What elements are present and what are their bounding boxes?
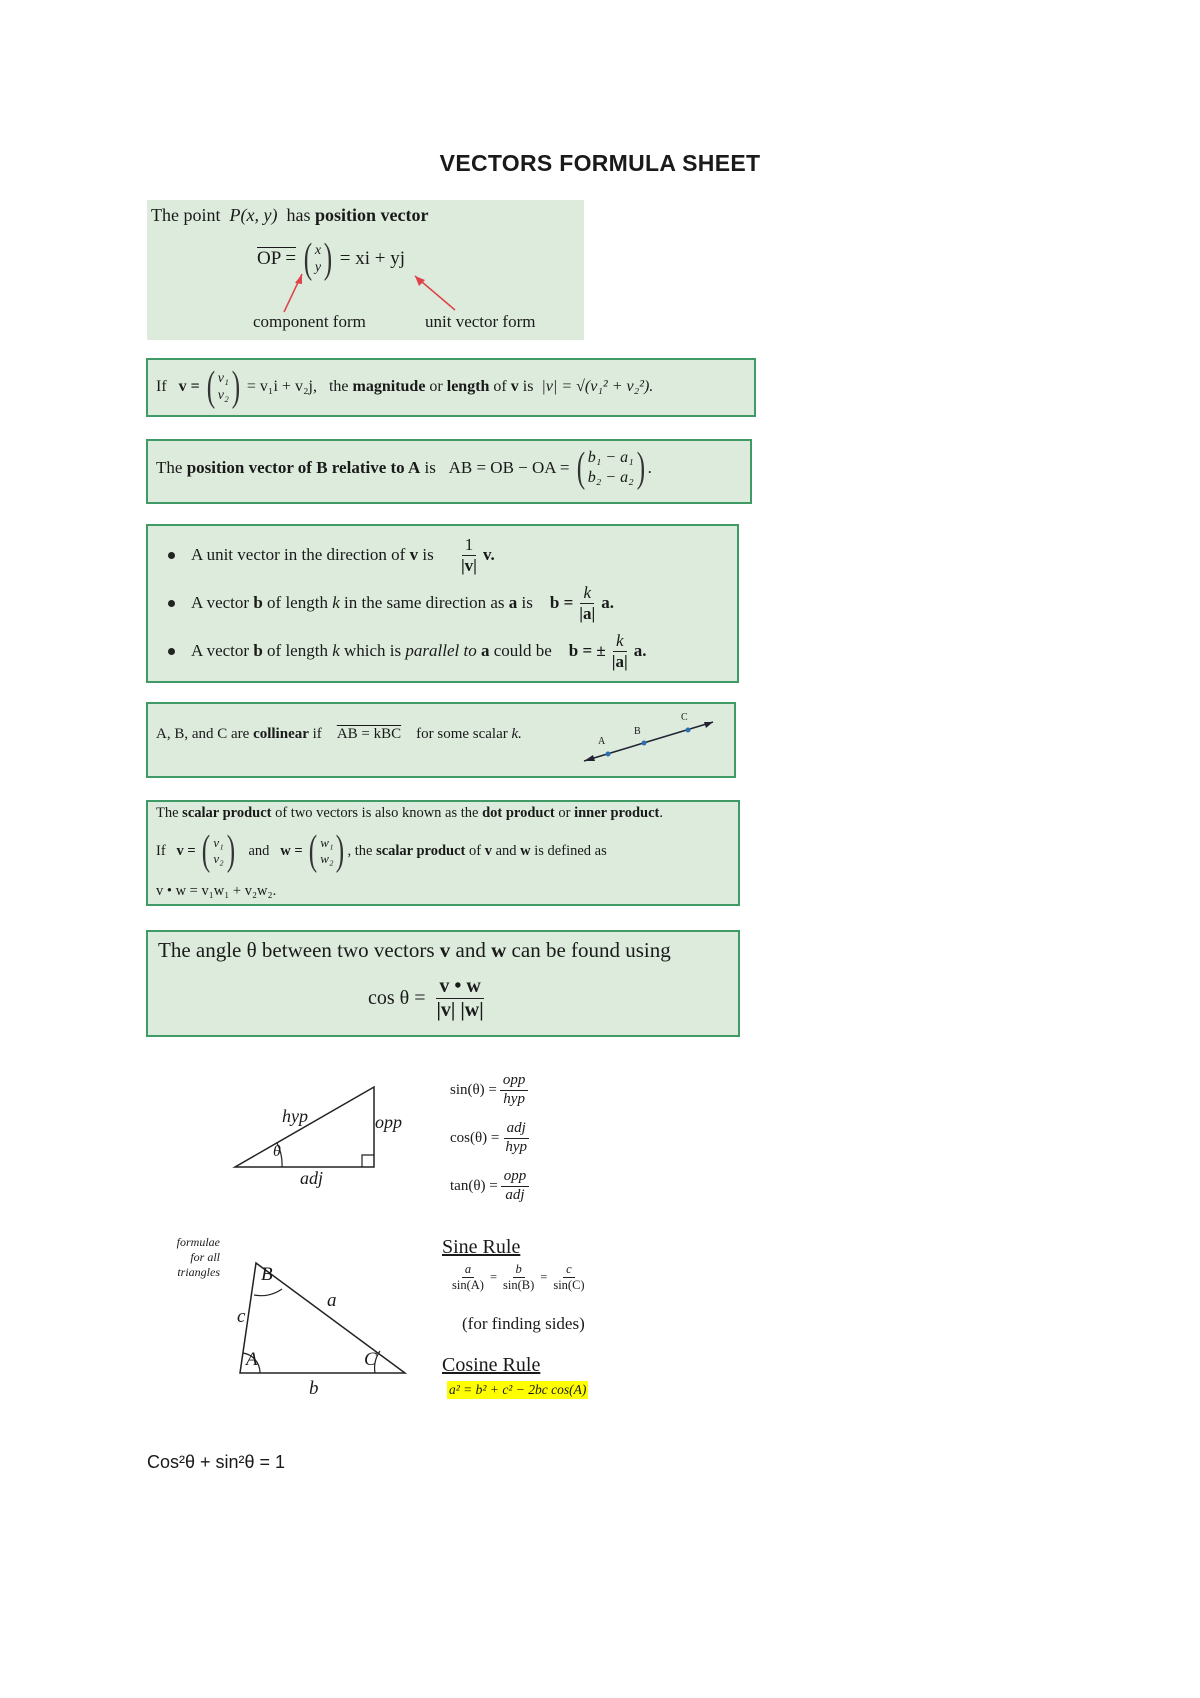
- position-vector-box: The point P(x, y) has position vector OP = ( x y ) = xi + yj component form unit vector form: [147, 200, 584, 340]
- op-vector: OP =: [257, 248, 297, 269]
- unit-vector-form-label: unit vector form: [425, 312, 536, 331]
- dot-product-formula: v • w = v₁w₁ + v₂w₂.: [156, 883, 277, 899]
- theta-label: θ: [273, 1143, 281, 1160]
- opp-label: opp: [375, 1112, 402, 1132]
- v-column-vector: ( v₁ v₂ ): [206, 364, 241, 410]
- v-column-vector: ( v₁ v₂ ): [202, 828, 235, 874]
- adj-label: adj: [300, 1168, 324, 1188]
- sine-rule-formula: $\frac{a}{\sin(A)}$ = $\frac{b}{\sin(B)}$ = $\frac{c}{\sin(C)}$: [452, 1262, 585, 1293]
- point-c-label: C: [681, 712, 688, 723]
- tan-ratio: tan(θ) = $\frac{\text{opp}}{\text{adj}}$: [450, 1169, 532, 1204]
- side-c-label: c: [237, 1306, 246, 1327]
- triangle-note: formulae for all triangles: [176, 1235, 220, 1279]
- collinear-box: A, B, and C are collinear if AB = kBC for some scalar k. A B C: [146, 702, 736, 778]
- relative-formula: AB = OB − OA =: [448, 458, 570, 477]
- relative-position-box: The position vector of B relative to A is AB = OB − OA = ( b₁ − a₁ b₂ − a₂ ) .: [146, 439, 752, 504]
- sin-ratio: sin(θ) = $\frac{\text{opp}}{\text{hyp}}$: [450, 1073, 531, 1108]
- collinear-formula: AB = kBC: [336, 726, 402, 742]
- component-form-label: component form: [253, 312, 366, 331]
- cos-ratio: cos(θ) = $\frac{\text{adj}}{\text{hyp}}$: [450, 1120, 528, 1155]
- vertex-a-label: A: [246, 1349, 258, 1370]
- collinear-diagram: [148, 704, 738, 780]
- hyp-label: hyp: [282, 1106, 308, 1126]
- bullet-unit-vector: A unit vector in the direction of v is $\frac{1}{|v|}$ v.: [168, 536, 495, 575]
- magnitude-formula: |v| = √(v₁² + v₂²).: [541, 378, 654, 395]
- bullet-dot: [168, 648, 175, 655]
- cosine-rule-title: Cosine Rule: [442, 1354, 541, 1376]
- side-a-label: a: [327, 1290, 337, 1311]
- sine-rule-note: (for finding sides): [462, 1314, 585, 1333]
- component-column-vector: ( x y ): [303, 236, 333, 282]
- vertex-c-label: C: [364, 1349, 377, 1370]
- angle-box: The angle θ between two vectors v and w can be found using cos θ = $\frac{v • w}{|v| |w|}$: [146, 930, 740, 1037]
- point-a-label: A: [598, 736, 606, 747]
- bullet-dot: [168, 552, 175, 559]
- w-column-vector: ( w₁ w₂ ): [309, 828, 345, 874]
- scalar-product-box: The scalar product of two vectors is also known as the dot product or inner product . If v = ( v₁ v₂ ) and w = ( w₁ w₂ ) , the scalar product of v and w is defined as v • w = v₁w₁ + v₂w₂.: [146, 800, 740, 906]
- page-title: VECTORS FORMULA SHEET: [439, 150, 761, 176]
- side-b-label: b: [309, 1378, 319, 1399]
- bullet-dot: [168, 600, 175, 607]
- magnitude-box: If v = ( v₁ v₂ ) = v₁i + v₂j, the magnitude or length of v is |v| = √(v₁² + v₂²).: [146, 358, 756, 417]
- cosine-rule-formula: a² = b² + c² − 2bc cos(A): [449, 1382, 587, 1397]
- pythagorean-identity: Cos²θ + sin²θ = 1: [147, 1452, 286, 1472]
- right-triangle-diagram: [228, 1080, 388, 1172]
- bullet-same-direction: A vector b of length k in the same direction as a is b = $\frac{k}{|a|}$ a.: [168, 584, 614, 623]
- point-b-label: B: [634, 726, 641, 737]
- vertex-b-label: B: [261, 1264, 273, 1285]
- relative-column-vector: ( b₁ − a₁ b₂ − a₂ ): [576, 445, 645, 491]
- bullet-parallel: A vector b of length k which is parallel to a could be b = ± $\frac{k}{|a|}$ a.: [168, 632, 647, 671]
- sine-rule-title: Sine Rule: [442, 1236, 521, 1258]
- unit-vector-box: [146, 524, 739, 683]
